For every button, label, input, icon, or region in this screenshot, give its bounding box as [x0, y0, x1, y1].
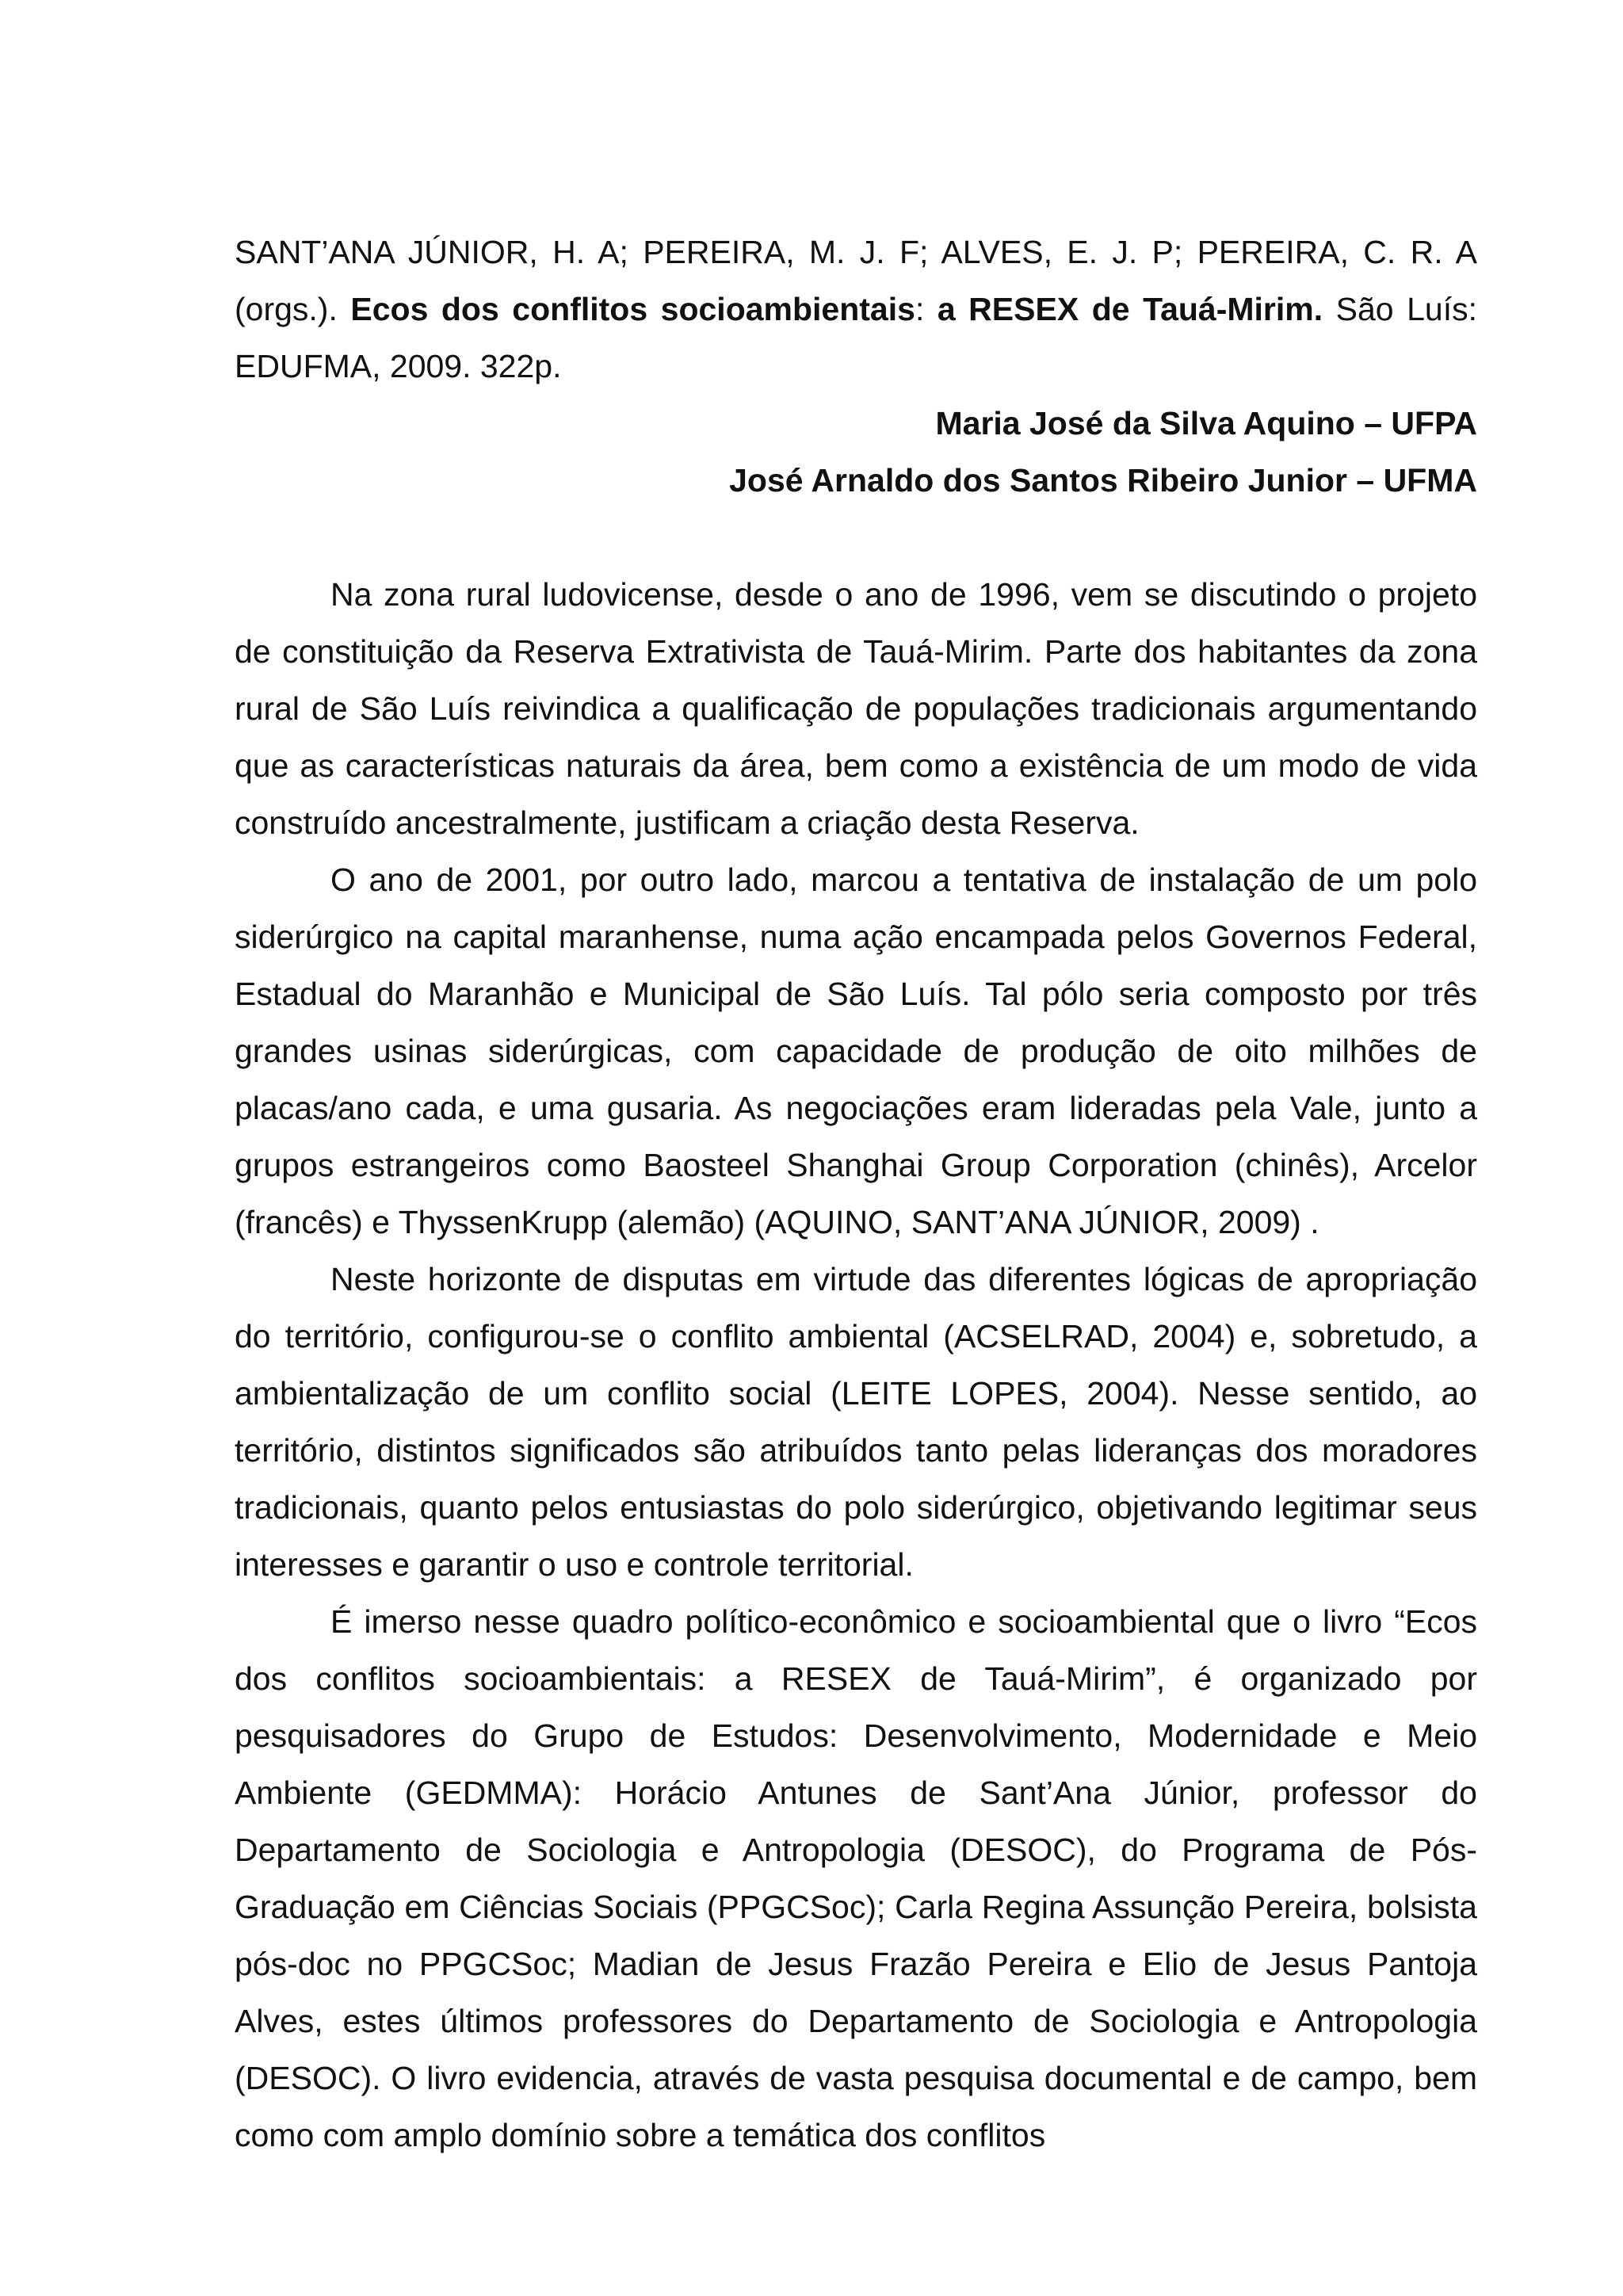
document-body [235, 223, 1477, 2164]
body-paragraph: É imerso nesse quadro político-econômico e socioambiental que o livro “Ecos dos conflitos socioambientais: a RESEX de Tauá-Mirim”, é organizado por pesquisadores do Grupo de Estudos: Desenvolvimento, Modernidade e Meio Ambiente (GEDMMA): Horácio Antunes de Sant’Ana Júnior, professor do Departamento de Sociologia e Antropologia (DESOC), do Programa de Pós-Graduação em Ciências Sociais (PPGCSoc); Carla Regina Assunção Pereira, bolsista pós-doc no PPGCSoc; Madian de Jesus Frazão Pereira e Elio de Jesus Pantoja Alves, estes últimos professores do Departamento de Sociologia e Antropologia (DESOC). O livro evidencia, através de vasta pesquisa documental e de campo, bem como com amplo domínio sobre a temática dos conflitos [235, 1603, 1477, 2153]
citation-publisher: São Luís: EDUFMA, 2009. 322p. [235, 291, 1477, 384]
citation-title-part1: Ecos dos conflitos socioambientais [350, 291, 915, 327]
body-paragraph: Neste horizonte de disputas em virtude das diferentes lógicas de apropriação do território, configurou-se o conflito ambiental (ACSELRAD, 2004) e, sobretudo, a ambientalização de um conflito social (LEITE LOPES, 2004). Nesse sentido, ao território, distintos significados são atribuídos tanto pelas lideranças dos moradores tradicionais, quanto pelos entusiastas do polo siderúrgico, objetivando legitimar seus interesses e garantir o uso e controle territorial. [235, 1261, 1477, 1583]
spacer [235, 509, 1477, 566]
body-paragraph: O ano de 2001, por outro lado, marcou a tentativa de instalação de um polo siderúrgico na capital maranhense, numa ação encampada pelos Governos Federal, Estadual do Maranhão e Municipal de São Luís. Tal pólo seria composto por três grandes usinas siderúrgicas, com capacidade de produção de oito milhões de placas/ano cada, e uma gusaria. As negociações eram lideradas pela Vale, junto a grupos estrangeiros como Baosteel Shanghai Group Corporation (chinês), Arcelor (francês) e ThyssenKrupp (alemão) (AQUINO, SANT’ANA JÚNIOR, 2009) . [235, 861, 1477, 1240]
citation-authors: SANT’ANA JÚNIOR, H. A; PEREIRA, M. J. F; ALVES, E. J. P; PEREIRA, C. R. A (orgs.). [235, 234, 1477, 327]
book-citation [235, 223, 1477, 395]
citation-title-separator: : [915, 291, 938, 327]
reviewer-name: José Arnaldo dos Santos Ribeiro Junior – UFMA [729, 462, 1477, 499]
citation-title-part2: a RESEX de Tauá-Mirim. [937, 291, 1323, 327]
body-paragraph: Na zona rural ludovicense, desde o ano de 1996, vem se discutindo o projeto de constituição da Reserva Extrativista de Tauá-Mirim. Parte dos habitantes da zona rural de São Luís reivindica a qualificação de populações tradicionais argumentando que as características naturais da área, bem como a existência de um modo de vida construído ancestralmente, justificam a criação desta Reserva. [235, 576, 1477, 841]
reviewer-name: Maria José da Silva Aquino – UFPA [935, 405, 1477, 441]
